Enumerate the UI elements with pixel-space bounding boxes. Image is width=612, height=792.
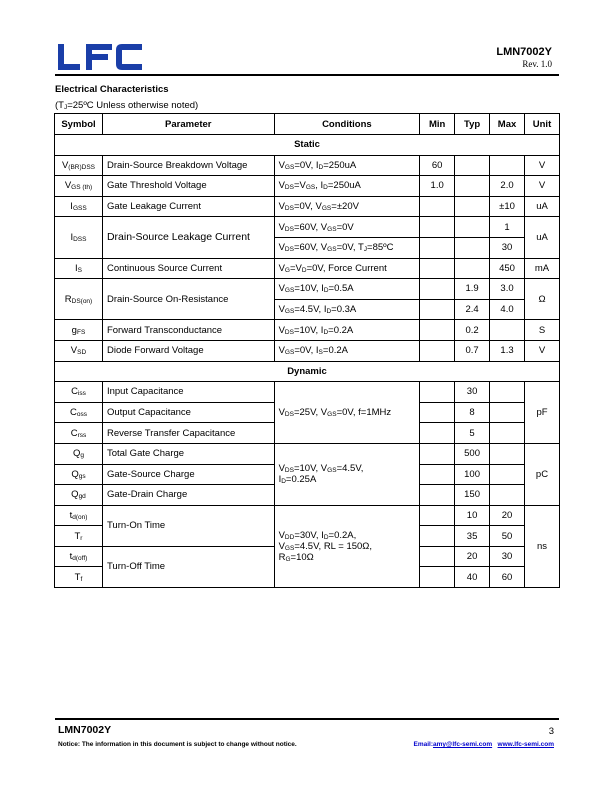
max-cell: 1.3 <box>490 340 525 361</box>
parameter-cell: Turn-On Time <box>102 505 274 546</box>
max-cell: 4.0 <box>490 299 525 320</box>
max-cell: 3.0 <box>490 279 525 300</box>
max-cell: 30 <box>490 237 525 258</box>
header-part-number: LMN7002Y <box>496 46 552 58</box>
typ-cell: 30 <box>455 382 490 403</box>
conditions-cell: $V_{DS}=60V$, $V_{GS}=0V$ <box>274 217 420 238</box>
conditions-cell: $V_{DS}=25V$, $V_{GS}=0V$, f=1MHz <box>274 382 420 444</box>
symbol-cell: $t_{d(off)}$ <box>55 546 103 567</box>
condition-note: ($T_J=25ºC$ Unless otherwise noted) <box>55 100 199 111</box>
static-label: Static <box>55 135 560 156</box>
table-row <box>55 320 560 341</box>
unit-cell: V <box>525 176 560 197</box>
typ-cell: 100 <box>455 464 490 485</box>
min-cell <box>420 505 455 526</box>
header-revision: Rev. 1.0 <box>522 59 552 69</box>
min-cell <box>420 546 455 567</box>
max-cell <box>490 485 525 506</box>
max-cell <box>490 443 525 464</box>
typ-cell: 0.2 <box>455 320 490 341</box>
parameter-cell: Input Capacitance <box>102 382 274 403</box>
parameter-cell: Diode Forward Voltage <box>102 340 274 361</box>
unit-cell: uA <box>525 196 560 217</box>
max-cell: 2.0 <box>490 176 525 197</box>
unit-cell: ns <box>525 505 560 587</box>
max-cell: ±10 <box>490 196 525 217</box>
conditions-cell: $V_{DS}=10V$, $I_D=0.2A$ <box>274 320 420 341</box>
typ-cell: 5 <box>455 423 490 444</box>
symbol-cell: $I_{GSS}$ <box>55 196 103 217</box>
max-cell <box>490 320 525 341</box>
unit-cell: Ω <box>525 279 560 320</box>
max-cell: 450 <box>490 258 525 279</box>
typ-cell: 35 <box>455 526 490 547</box>
typ-cell: 0.7 <box>455 340 490 361</box>
typ-cell: 20 <box>455 546 490 567</box>
parameter-cell: Continuous Source Current <box>102 258 274 279</box>
typ-cell: 10 <box>455 505 490 526</box>
unit-cell: S <box>525 320 560 341</box>
electrical-characteristics-table <box>54 113 560 588</box>
symbol-cell: $C_{oss}$ <box>55 402 103 423</box>
min-cell <box>420 196 455 217</box>
max-cell: 1 <box>490 217 525 238</box>
min-cell <box>420 485 455 506</box>
max-cell: 20 <box>490 505 525 526</box>
typ-cell <box>455 237 490 258</box>
min-cell <box>420 320 455 341</box>
symbol-cell: $V_{GS (th)}$ <box>55 176 103 197</box>
symbol-cell: $T_f$ <box>55 567 103 588</box>
symbol-cell: $t_{d(on)}$ <box>55 505 103 526</box>
table-header-row <box>55 114 560 135</box>
conditions-cell: $V_{GS}=10V$, $I_D=0.5A$ <box>274 279 420 300</box>
typ-cell <box>455 176 490 197</box>
footer-divider <box>55 718 559 720</box>
conditions-cell: $V_{GS}=4.5V$, $I_D=0.3A$ <box>274 299 420 320</box>
min-cell <box>420 217 455 238</box>
min-cell <box>420 279 455 300</box>
max-cell <box>490 155 525 176</box>
min-cell <box>420 299 455 320</box>
header-divider <box>55 74 559 76</box>
parameter-cell: Output Capacitance <box>102 402 274 423</box>
max-cell <box>490 382 525 403</box>
symbol-cell: $Q_{gd}$ <box>55 485 103 506</box>
max-cell: 50 <box>490 526 525 547</box>
col-symbol: Symbol <box>55 114 103 135</box>
email-label: Email: <box>413 741 434 748</box>
col-conditions: Conditions <box>274 114 420 135</box>
typ-cell: 150 <box>455 485 490 506</box>
conditions-cell: $V_{DS}=60V$, $V_{GS}=0V$, $T_J=85ºC$ <box>274 237 420 258</box>
dynamic-section-row <box>55 361 560 382</box>
table-row <box>55 443 560 464</box>
table-row <box>55 196 560 217</box>
footer-part-number: LMN7002Y <box>58 724 112 736</box>
typ-cell: 2.4 <box>455 299 490 320</box>
min-cell <box>420 464 455 485</box>
symbol-cell: $g_{FS}$ <box>55 320 103 341</box>
symbol-cell: $C_{iss}$ <box>55 382 103 403</box>
table-row <box>55 505 560 526</box>
parameter-cell: Reverse Transfer Capacitance <box>102 423 274 444</box>
symbol-cell: $I_{DSS}$ <box>55 217 103 258</box>
parameter-cell: Forward Transconductance <box>102 320 274 341</box>
min-cell <box>420 237 455 258</box>
parameter-cell: Gate Leakage Current <box>102 196 274 217</box>
parameter-cell: Gate-Source Charge <box>102 464 274 485</box>
typ-cell: 500 <box>455 443 490 464</box>
parameter-cell: Drain-Source Breakdown Voltage <box>102 155 274 176</box>
min-cell: 1.0 <box>420 176 455 197</box>
max-cell <box>490 402 525 423</box>
min-cell <box>420 258 455 279</box>
conditions-cell: $V_{GS}=0V$, $I_S=0.2A$ <box>274 340 420 361</box>
table-row <box>55 340 560 361</box>
website-link[interactable]: www.lfc-semi.com <box>497 741 554 748</box>
typ-cell: 8 <box>455 402 490 423</box>
conditions-cell: $V_{DS}=0V$, $V_{GS}=\pm 20V$ <box>274 196 420 217</box>
typ-cell <box>455 258 490 279</box>
symbol-cell: $R_{DS(on)}$ <box>55 279 103 320</box>
col-unit: Unit <box>525 114 560 135</box>
symbol-cell: $V_{SD}$ <box>55 340 103 361</box>
parameter-cell: Gate Threshold Voltage <box>102 176 274 197</box>
unit-cell: V <box>525 340 560 361</box>
page-number: 3 <box>548 726 554 737</box>
table-row <box>55 176 560 197</box>
min-cell <box>420 340 455 361</box>
table-row <box>55 217 560 238</box>
symbol-cell: $V_{(BR)DSS}$ <box>55 155 103 176</box>
table-row <box>55 258 560 279</box>
table-row <box>55 382 560 403</box>
symbol-cell: $C_{rss}$ <box>55 423 103 444</box>
max-cell: 60 <box>490 567 525 588</box>
max-cell <box>490 464 525 485</box>
min-cell <box>420 567 455 588</box>
col-typ: Typ <box>455 114 490 135</box>
col-max: Max <box>490 114 525 135</box>
parameter-cell: Turn-Off Time <box>102 546 274 587</box>
static-section-row <box>55 135 560 156</box>
conditions-cell: $V_G=V_D=0V$, Force Current <box>274 258 420 279</box>
conditions-cell: $V_{DD}=30V$, $I_D=0.2A$, $V_{GS}=4.5V$, RL = 150Ω, $R_G=10\Omega$ <box>274 505 420 587</box>
typ-cell <box>455 196 490 217</box>
parameter-cell: Drain-Source Leakage Current <box>102 217 274 258</box>
conditions-cell: $V_{DS}=V_{GS}$, $I_D=250uA$ <box>274 176 420 197</box>
unit-cell: mA <box>525 258 560 279</box>
col-min: Min <box>420 114 455 135</box>
max-cell: 30 <box>490 546 525 567</box>
unit-cell: V <box>525 155 560 176</box>
parameter-cell: Total Gate Charge <box>102 443 274 464</box>
typ-cell <box>455 155 490 176</box>
conditions-cell: $V_{GS}=0V$, $I_D=250uA$ <box>274 155 420 176</box>
dynamic-label: Dynamic <box>55 361 560 382</box>
typ-cell: 1.9 <box>455 279 490 300</box>
symbol-cell: $T_r$ <box>55 526 103 547</box>
min-cell <box>420 423 455 444</box>
unit-cell: pF <box>525 382 560 444</box>
symbol-cell: $Q_g$ <box>55 443 103 464</box>
min-cell <box>420 443 455 464</box>
min-cell <box>420 526 455 547</box>
email-link[interactable]: amy@lfc-semi.com <box>433 741 493 748</box>
parameter-cell: Gate-Drain Charge <box>102 485 274 506</box>
footer-notice: Notice: The information in this document is subject to change without notice. <box>58 741 297 748</box>
unit-cell: uA <box>525 217 560 258</box>
conditions-cell: $V_{DS}=10V$, $V_{GS}=4.5V$, $I_D=0.25A$ <box>274 443 420 505</box>
min-cell <box>420 402 455 423</box>
min-cell <box>420 382 455 403</box>
min-cell: 60 <box>420 155 455 176</box>
symbol-cell: $Q_{gs}$ <box>55 464 103 485</box>
table-row <box>55 279 560 300</box>
typ-cell: 40 <box>455 567 490 588</box>
symbol-cell: $I_S$ <box>55 258 103 279</box>
parameter-cell: Drain-Source On-Resistance <box>102 279 274 320</box>
unit-cell: pC <box>525 443 560 505</box>
table-row <box>55 155 560 176</box>
col-parameter: Parameter <box>102 114 274 135</box>
section-title: Electrical Characteristics <box>55 84 169 95</box>
typ-cell <box>455 217 490 238</box>
footer-contact <box>414 741 555 748</box>
max-cell <box>490 423 525 444</box>
lfc-logo <box>58 44 142 70</box>
